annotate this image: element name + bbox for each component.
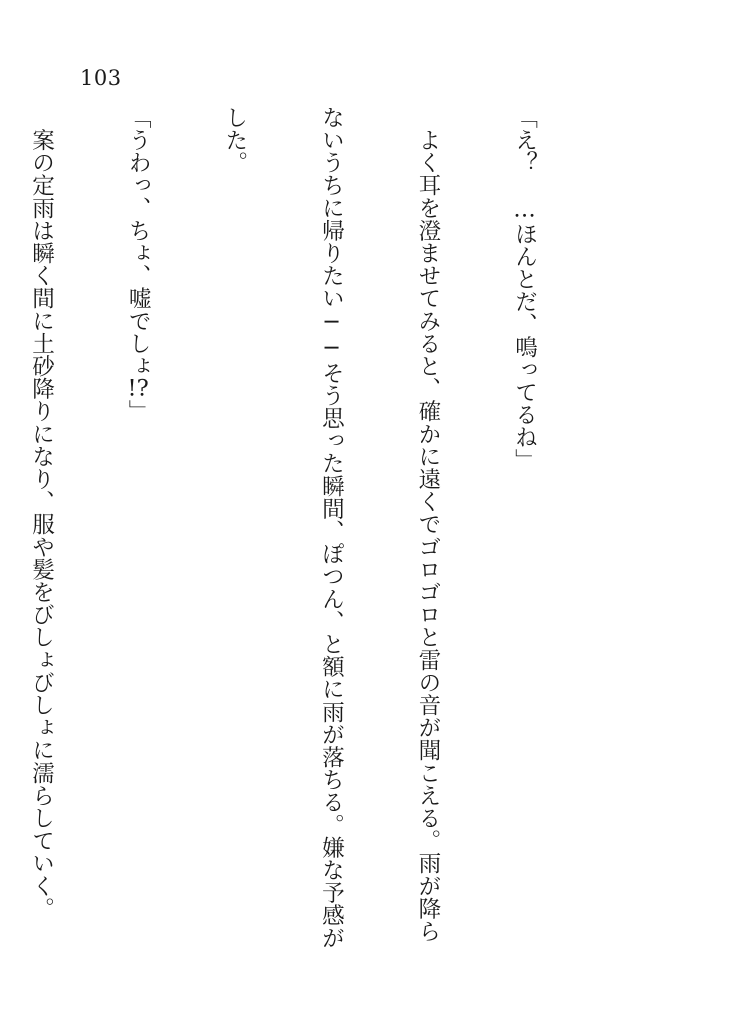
vertical-text-block — [0, 106, 605, 976]
page-number: 103 — [80, 66, 122, 90]
text-line: した。 — [221, 106, 248, 174]
text-line: ないうちに帰りたい──そう思った瞬間、ぽつん、と額に雨が落ちる。嫌な予感が — [318, 106, 345, 949]
text-line: 案の定雨は瞬く間に土砂降りになり、服や髪をびしょびしょに濡らしていく。 — [28, 106, 55, 920]
text-line: 「え？ …ほんとだ、鳴ってるね」 — [511, 106, 538, 471]
text-line: 「うわっ、ちょ、嘘でしょ!?」 — [125, 106, 152, 423]
text-line: よく耳を澄ませてみると、確かに遠くでゴロゴロと雷の音が聞こえる。雨が降ら — [414, 106, 441, 943]
